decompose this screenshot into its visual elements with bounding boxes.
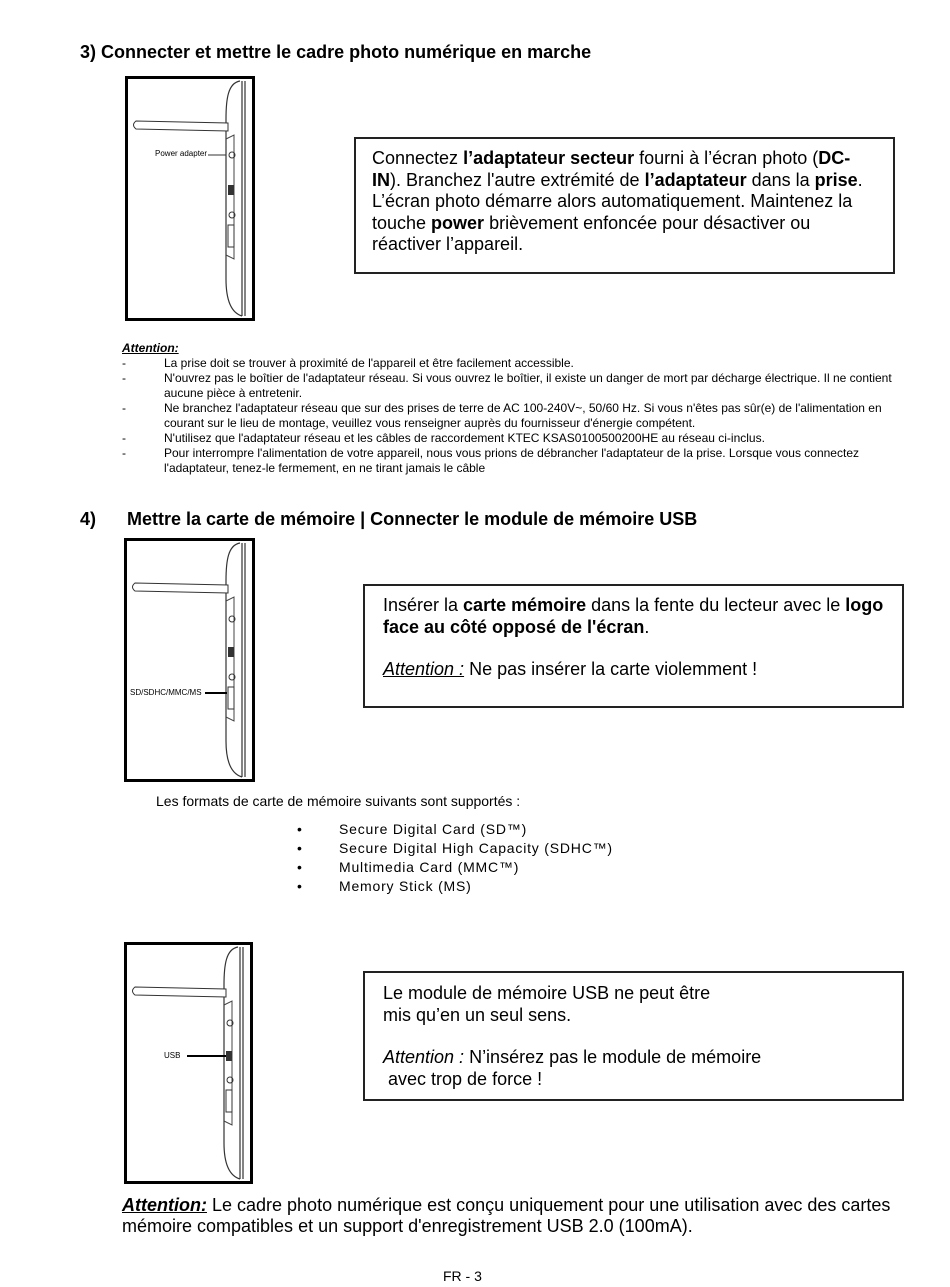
photo-frame-side-illustration [127,541,252,779]
usb-text-line: Le module de mémoire USB ne peut être [383,983,711,1003]
device-figure-usb [124,942,253,1184]
final-attention-note: Attention: Le cadre photo numérique est conçu uniquement pour une utilisation avec des cartes mémoire compatibles et un support d'enregistrement USB 2.0 (100mA). [122,1195,891,1236]
photo-frame-side-illustration [128,79,252,318]
usb-text-line: mis qu’en un seul sens. [383,1004,572,1025]
attention-title: Attention: [122,341,179,355]
usb-label: USB [164,1051,181,1060]
page-number: FR - 3 [443,1268,482,1284]
card-attention-text: Attention : Ne pas insérer la carte violemment ! [383,659,758,679]
format-item: • Secure Digital Card (SD™) [297,821,528,837]
usb-instructions [363,971,904,1101]
formats-intro: Les formats de carte de mémoire suivants sont supportés : [156,793,521,809]
device-figure-card [124,538,255,782]
memory-card-instructions [363,584,904,708]
attention-warnings [122,341,892,476]
supported-formats-list [297,820,613,896]
format-item: • Memory Stick (MS) [297,878,472,894]
power-adapter-label: Power adapter [155,149,208,158]
section-4-heading [80,509,697,530]
instructions-text: Insérer la carte mémoire dans la fente du lecteur avec le logo face au côté opposé de l'écran. [383,595,884,637]
usb-attention-text: Attention : N’insérez pas le module de mémoire [383,1047,762,1067]
section-title: Connecter et mettre le cadre photo numérique en marche [101,42,592,62]
section-number: 3) [80,42,97,62]
format-item: • Multimedia Card (MMC™) [297,859,520,875]
warning-item: - Ne branchez l'adaptateur réseau que sur des prises de terre de AC 100-240V~, 50/60 Hz. Si vous n'êtes pas sûr(e) de l'alimentation en courant sur le lieu de montage, veuillez vous renseigner auprès du fournisseur d'énergie compétent. [122,401,882,430]
format-item: • Secure Digital High Capacity (SDHC™) [297,840,613,856]
section-number: 4) [80,509,97,529]
card-slot-label: SD/SDHC/MMC/MS [130,688,202,697]
photo-frame-side-illustration [127,945,250,1181]
instructions-text: Connectez l’adaptateur secteur fourni à l’écran photo (DC-IN). Branchez l'autre extrémité de l’adaptateur dans la prise. L’écran photo démarre alors automatiquement. Maintenez la touche power brièvement enfoncée pour désactiver ou réactiver l’appareil. [372,148,863,254]
final-attention-label: Attention: [122,1195,207,1215]
warning-item: - La prise doit se trouver à proximité de l'appareil et être facilement accessible. [122,356,574,370]
section-3-heading [80,42,591,63]
warning-item: - N'utilisez que l'adaptateur réseau et les câbles de raccordement KTEC KSAS0100500200HE au réseau ci-inclus. [122,431,765,445]
usb-text-line: avec trop de force ! [383,1068,543,1089]
connect-adapter-instructions [354,137,895,274]
warning-item: - N'ouvrez pas le boîtier de l'adaptateur réseau. Si vous ouvrez le boîtier, il existe un danger de mort par décharge électrique. Il ne contient aucune pièce à entretenir. [122,371,892,400]
section-title: Mettre la carte de mémoire | Connecter le module de mémoire USB [127,509,698,529]
warning-item: - Pour interrompre l'alimentation de votre appareil, nous vous prions de débrancher l'adaptateur de la prise. Lorsque vous connectez l'adaptateur, tenez-le fermement, en ne tirant jamais le câble [122,446,859,475]
device-figure-power [125,76,255,321]
